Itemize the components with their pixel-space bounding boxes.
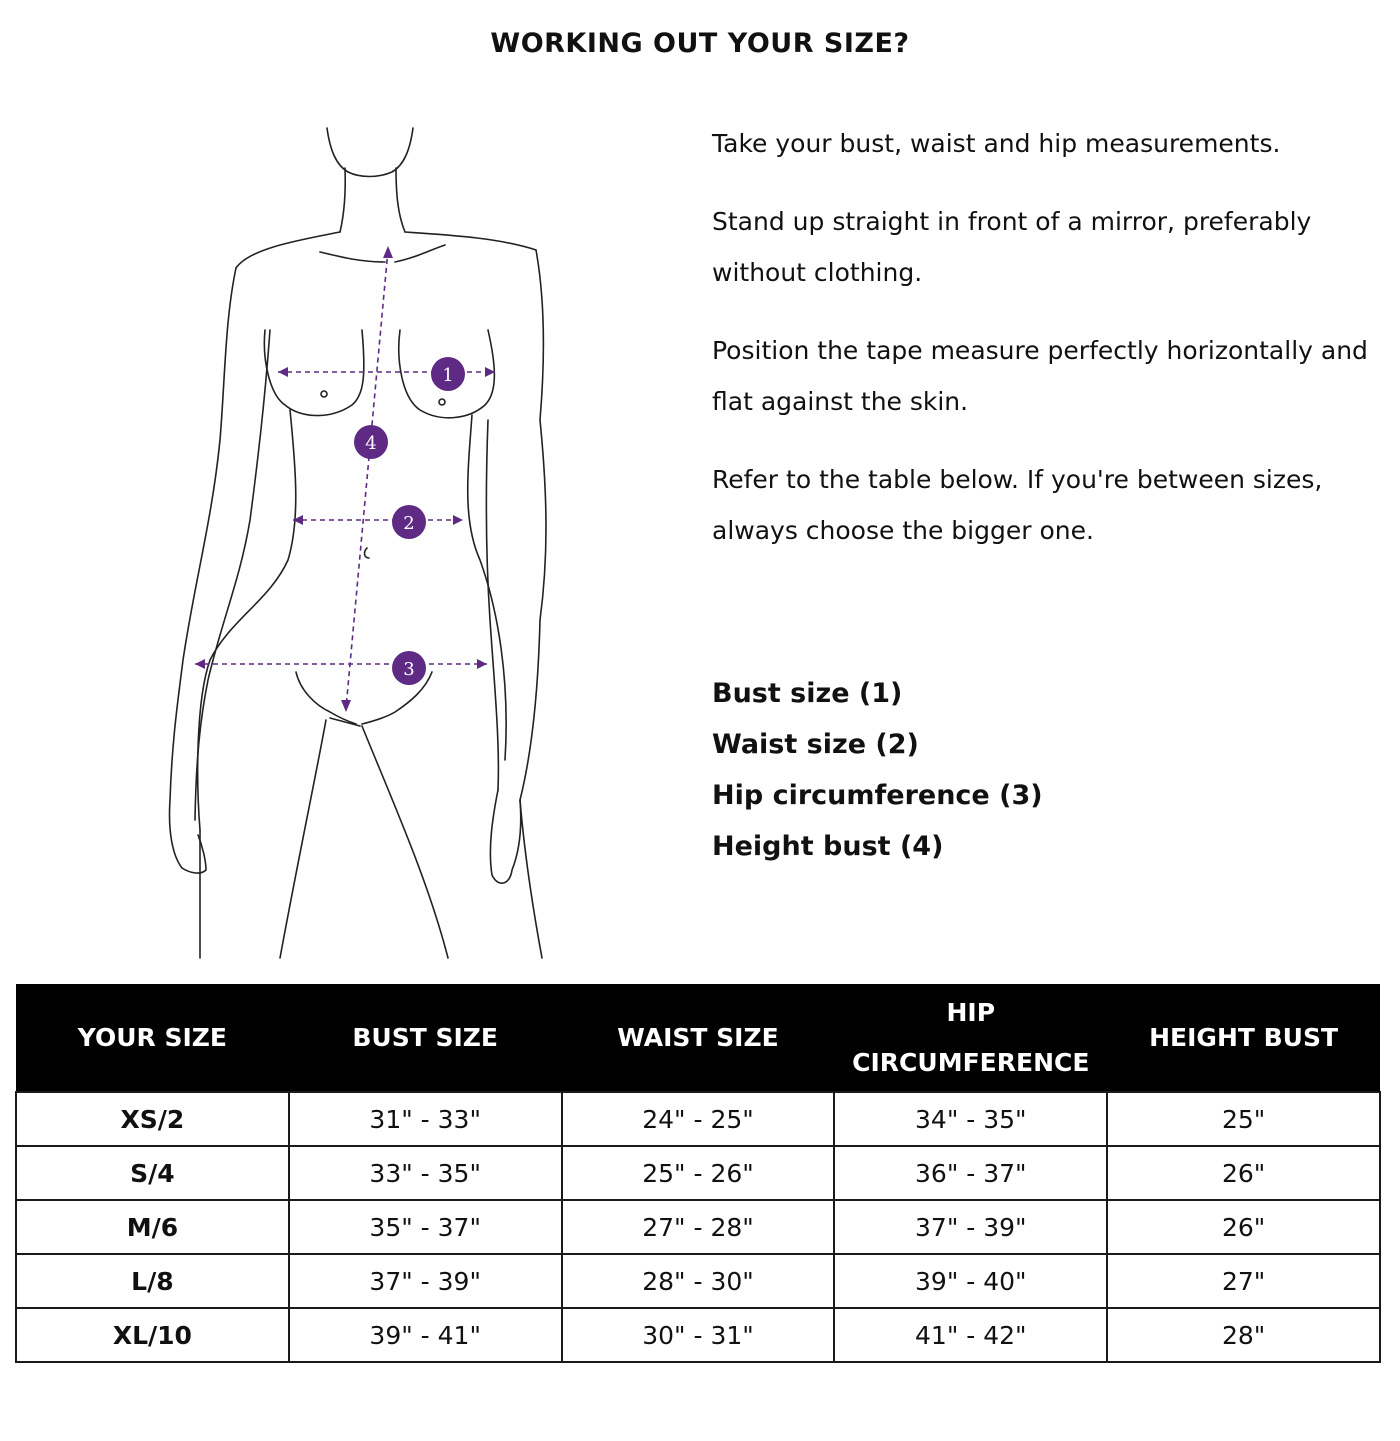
table-row — [16, 1092, 1380, 1146]
size-cell: S/4 — [16, 1146, 289, 1200]
size-cell: M/6 — [16, 1200, 289, 1254]
hip-cell: 34" - 35" — [834, 1092, 1107, 1146]
face-outline — [327, 128, 413, 177]
left-arm-inner — [195, 330, 270, 820]
legend-item-height: Height bust (4) — [712, 831, 944, 862]
table-row — [16, 1146, 1380, 1200]
legend-item-hip: Hip circumference (3) — [712, 780, 1043, 811]
height-cell: 25" — [1107, 1092, 1380, 1146]
measurement-instructions — [712, 118, 1372, 583]
marker-4-label: 4 — [365, 433, 377, 454]
nipple-right — [439, 399, 445, 405]
body-outline-illustration — [160, 120, 560, 960]
shoulder-left — [236, 232, 340, 268]
header-your-size: YOUR SIZE — [16, 984, 289, 1092]
shoulder-right — [405, 232, 536, 250]
instruction-paragraph: Stand up straight in front of a mirror, preferably without clothing. — [712, 207, 1312, 287]
hip-cell: 39" - 40" — [834, 1254, 1107, 1308]
height-cell: 26" — [1107, 1200, 1380, 1254]
bust-cell: 31" - 33" — [289, 1092, 562, 1146]
legend-item-bust: Bust size (1) — [712, 678, 903, 709]
bust-cell: 35" - 37" — [289, 1200, 562, 1254]
right-leg-inner — [362, 726, 448, 958]
torso-left — [198, 410, 296, 830]
hip-cell: 36" - 37" — [834, 1146, 1107, 1200]
marker-2-label: 2 — [403, 513, 415, 534]
height-cell: 28" — [1107, 1308, 1380, 1362]
right-leg-outer — [520, 800, 542, 958]
bust-cell: 33" - 35" — [289, 1146, 562, 1200]
table-row — [16, 1200, 1380, 1254]
left-arm-outer — [170, 268, 237, 868]
body-outline — [170, 128, 547, 958]
size-cell: L/8 — [16, 1254, 289, 1308]
right-hand — [490, 790, 520, 883]
measurement-legend — [712, 668, 1312, 872]
waist-cell: 25" - 26" — [562, 1146, 835, 1200]
marker-2 — [392, 505, 426, 539]
size-chart-table — [15, 984, 1381, 1363]
measurement-lines — [195, 250, 495, 708]
height-cell: 27" — [1107, 1254, 1380, 1308]
pelvis-left — [296, 672, 356, 724]
navel — [365, 548, 369, 558]
arrow-head — [341, 700, 351, 712]
body-measurement-figure — [160, 120, 560, 960]
size-cell: XL/10 — [16, 1308, 289, 1362]
right-arm-outer — [520, 250, 546, 800]
marker-1 — [431, 357, 465, 391]
collarbone-left — [320, 252, 385, 262]
collarbone-right — [395, 245, 445, 262]
table-header-row — [16, 984, 1380, 1092]
page-title: WORKING OUT YOUR SIZE? — [490, 28, 910, 59]
instruction-paragraph: Position the tape measure perfectly horizontally and flat against the skin. — [712, 336, 1368, 416]
legend-item-waist: Waist size (2) — [712, 729, 919, 760]
arrow-head — [453, 515, 463, 525]
instruction-paragraph: Refer to the table below. If you're between sizes, always choose the bigger one. — [712, 465, 1323, 545]
header-waist-size: WAIST SIZE — [562, 984, 835, 1092]
bust-cell: 37" - 39" — [289, 1254, 562, 1308]
left-leg-inner — [280, 720, 326, 958]
header-bust-size: BUST SIZE — [289, 984, 562, 1092]
size-cell: XS/2 — [16, 1092, 289, 1146]
nipple-left — [321, 391, 327, 397]
height-cell: 26" — [1107, 1146, 1380, 1200]
table-row — [16, 1308, 1380, 1362]
neck-left — [340, 168, 345, 232]
waist-cell: 30" - 31" — [562, 1308, 835, 1362]
measurement-arrowheads — [195, 246, 495, 712]
bust-cell: 39" - 41" — [289, 1308, 562, 1362]
table-row — [16, 1254, 1380, 1308]
height-measure-line — [346, 250, 388, 708]
marker-4 — [354, 425, 388, 459]
waist-cell: 28" - 30" — [562, 1254, 835, 1308]
instruction-paragraph: Take your bust, waist and hip measurements. — [712, 129, 1281, 158]
hip-cell: 37" - 39" — [834, 1200, 1107, 1254]
marker-1-label: 1 — [442, 365, 454, 386]
arrow-head — [477, 659, 487, 669]
marker-3 — [392, 651, 426, 685]
waist-cell: 24" - 25" — [562, 1092, 835, 1146]
arrow-head — [383, 246, 393, 258]
left-hand — [182, 835, 206, 873]
header-height-bust: HEIGHT BUST — [1107, 984, 1380, 1092]
right-arm-inner — [486, 420, 498, 790]
hip-cell: 41" - 42" — [834, 1308, 1107, 1362]
marker-3-label: 3 — [403, 659, 415, 680]
arrow-head — [278, 367, 288, 377]
arrow-head — [195, 659, 205, 669]
header-hip-circumference: HIP CIRCUMFERENCE — [834, 984, 1107, 1092]
neck-right — [396, 168, 405, 232]
waist-cell: 27" - 28" — [562, 1200, 835, 1254]
